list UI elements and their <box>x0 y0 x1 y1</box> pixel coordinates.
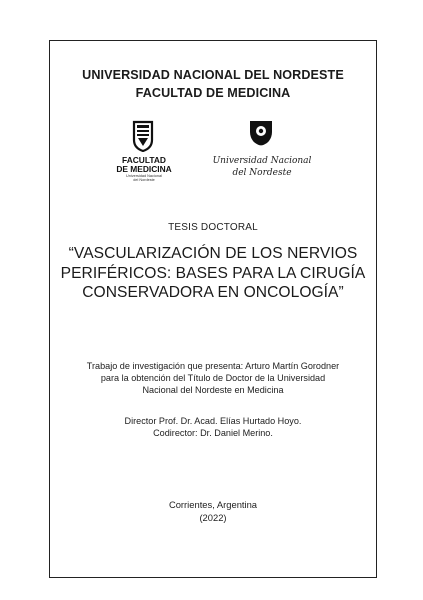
faculty-crest-icon <box>132 120 154 152</box>
year: (2022) <box>199 512 227 524</box>
faculty-logo <box>112 120 176 183</box>
title-line: “VASCULARIZACIÓN DE LOS NERVIOS <box>68 245 358 262</box>
university-logo-text: Universidad Nacional del Nordeste <box>212 156 312 178</box>
place-and-year <box>49 498 377 524</box>
university-name: UNIVERSIDAD NACIONAL DEL NORDESTE <box>82 68 344 82</box>
place: Corrientes, Argentina <box>168 499 258 510</box>
work-description: Trabajo de investigación que presenta: Arturo Martín Gorodner para la obtención del Título de Doctor de la Universidad Nacional del Nordeste en Medicina <box>86 361 340 396</box>
unne-seal-icon <box>247 118 275 148</box>
faculty-logo-subtext: Universidad Nacional del Nordeste <box>126 174 162 183</box>
institution-header <box>49 66 377 102</box>
advisors <box>49 415 377 439</box>
title-line: CONSERVADORA EN ONCOLOGÍA” <box>82 284 344 301</box>
director: Director Prof. Dr. Acad. Elías Hurtado Hoyo. <box>124 416 302 426</box>
faculty-logo-text: FACULTAD DE MEDICINA <box>116 155 172 174</box>
title-line: PERIFÉRICOS: BASES PARA LA CIRUGÍA <box>60 264 366 282</box>
faculty-name: FACULTAD DE MEDICINA <box>135 86 291 100</box>
thesis-title <box>49 244 377 303</box>
university-logo <box>212 118 312 188</box>
document-type: TESIS DOCTORAL <box>168 222 258 233</box>
codirector: Codirector: Dr. Daniel Merino. <box>153 428 273 439</box>
